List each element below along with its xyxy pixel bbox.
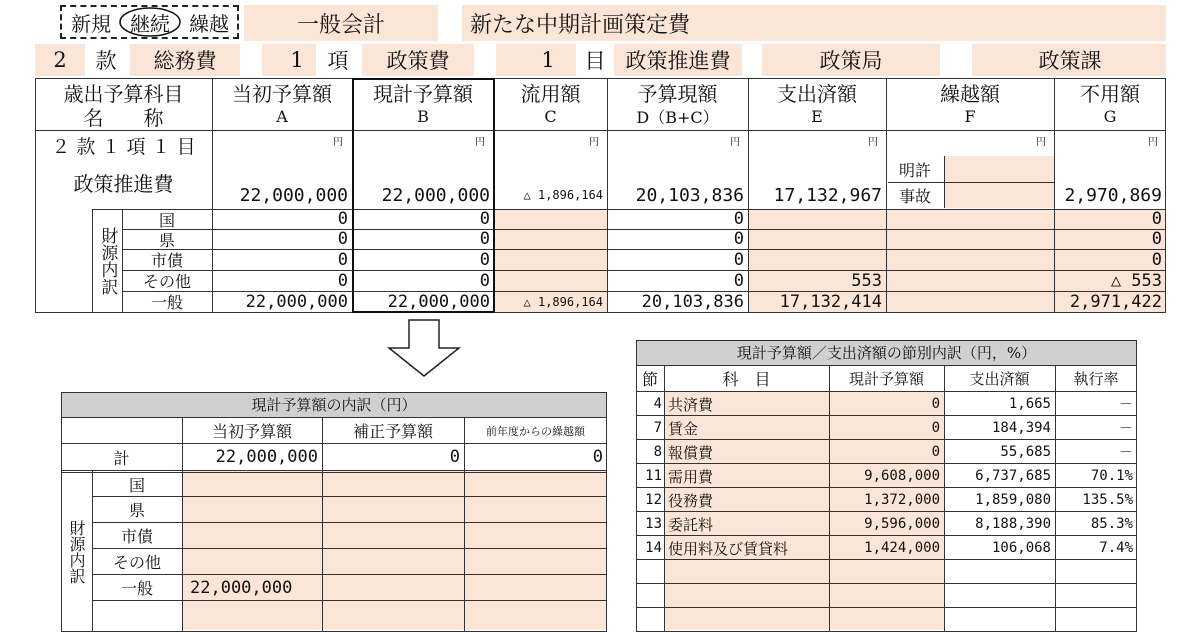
yen-unused: 円 <box>1148 137 1158 148</box>
main-initial: 22,000,000 <box>239 184 348 206</box>
type-carryover: 繰越 <box>189 11 229 36</box>
source-spent: 553 <box>851 270 882 291</box>
main-current: 22,000,000 <box>381 184 490 206</box>
bd-col-carry: 前年度からの繰越額 <box>486 424 585 438</box>
section-row-rate: － <box>1119 421 1133 437</box>
bd-source-initial <box>186 472 322 496</box>
selected-type-circle <box>118 6 182 38</box>
section-row-name: 役務費 <box>668 491 714 510</box>
breakdown-title: 現計予算額の内訳（円） <box>251 396 417 414</box>
hdr-diversion-bottom: C <box>544 106 557 126</box>
bd-source-name: 市債 <box>120 527 153 546</box>
source-initial: 0 <box>337 209 348 229</box>
hdr-item-bottom: 名 称 <box>83 105 164 128</box>
source-diversion <box>494 270 607 291</box>
section-row-no: 14 <box>645 540 662 556</box>
item-name: 政策推進費 <box>73 171 174 196</box>
main-unused: 2,970,869 <box>1064 184 1162 206</box>
sec-col-budget: 現計予算額 <box>848 370 924 388</box>
source-budget-now: 0 <box>733 229 744 249</box>
project-title: 新たな中期計画策定費 <box>470 12 691 38</box>
source-spent <box>748 229 886 249</box>
bureau: 政策局 <box>819 49 883 73</box>
section-row-rate: － <box>1119 397 1133 413</box>
hdr-initial-bottom: A <box>276 106 288 126</box>
section-row-rate: 135.5% <box>1082 492 1133 508</box>
source-diversion <box>494 249 607 270</box>
kou-label: 項 <box>327 49 349 73</box>
kan-no: 2 <box>53 48 67 72</box>
section-row-name: 賃金 <box>668 419 699 438</box>
division: 政策課 <box>1038 49 1102 73</box>
main-budget-now: 20,103,836 <box>635 184 744 206</box>
source-unused: 0 <box>1151 249 1162 270</box>
section-row-name: 共済費 <box>668 395 714 414</box>
source-initial: 0 <box>337 229 348 249</box>
source-name: 一般 <box>150 293 183 312</box>
bd-total-label: 計 <box>113 448 130 468</box>
section-row-spent: 184,394 <box>991 420 1051 436</box>
bd-source-name: その他 <box>112 553 161 572</box>
type-new: 新規 <box>71 11 111 36</box>
source-initial: 22,000,000 <box>245 291 348 312</box>
source-current: 0 <box>479 270 490 291</box>
section-row-budget: 0 <box>931 396 940 412</box>
bd-source-initial <box>186 549 322 574</box>
account-name: 一般会計 <box>296 12 385 38</box>
section-row-no: 13 <box>645 516 662 532</box>
section-row-budget: 9,608,000 <box>864 468 940 484</box>
down-arrow-icon <box>385 318 463 380</box>
source-current: 22,000,000 <box>387 291 490 312</box>
section-row-no: 7 <box>653 420 662 436</box>
main-diversion: △ 1,896,164 <box>523 188 603 202</box>
moku-name: 政策推進費 <box>625 49 731 73</box>
hdr-carry-top: 繰越額 <box>940 81 1000 104</box>
hdr-budget-now-top: 予算現額 <box>637 81 718 104</box>
source-unused: 2,971,422 <box>1069 291 1162 312</box>
moku-no: 1 <box>541 48 555 72</box>
source-spent: 17,132,414 <box>779 291 882 312</box>
bd-source-initial <box>186 523 322 548</box>
source-current: 0 <box>479 249 490 270</box>
source-current: 0 <box>479 229 490 249</box>
source-diversion <box>494 209 607 229</box>
hdr-diversion-top: 流用額 <box>520 81 581 104</box>
section-row-no: 4 <box>653 396 662 412</box>
hdr-initial-top: 当初予算額 <box>232 81 332 104</box>
carry-jiko-label: 事故 <box>898 186 931 206</box>
kan-label: 款 <box>95 49 117 73</box>
section-row-budget: 1,372,000 <box>864 492 940 508</box>
yen-diversion: 円 <box>589 137 599 148</box>
hdr-unused-top: 不用額 <box>1080 81 1140 104</box>
bd-source-name: 国 <box>128 475 145 495</box>
section-row-name: 報償費 <box>668 443 714 462</box>
section-row-budget: 0 <box>931 420 940 436</box>
source-unused: △ 553 <box>1110 270 1162 291</box>
source-budget-now: 20,103,836 <box>641 291 744 312</box>
source-unused: 0 <box>1151 229 1162 249</box>
source-initial: 0 <box>337 270 348 291</box>
source-initial: 0 <box>337 249 348 270</box>
hdr-budget-now-bottom: D（B+C） <box>636 107 719 127</box>
source-spent <box>748 209 886 229</box>
section-row-spent: 6,737,685 <box>975 468 1051 484</box>
bd-col-initial: 当初予算額 <box>211 422 292 441</box>
bd-source-label: 財源内訳 <box>67 520 86 584</box>
carry-meikyo-label: 明許 <box>898 160 931 180</box>
kou-name: 政策費 <box>386 49 450 73</box>
hdr-spent-top: 支出済額 <box>777 81 857 104</box>
section-row-budget: 1,424,000 <box>864 540 940 556</box>
section-row-no: 8 <box>653 444 662 460</box>
section-row-budget: 9,596,000 <box>864 516 940 532</box>
section-row-spent: 1,859,080 <box>975 492 1051 508</box>
hdr-carry-bottom: F <box>964 106 976 126</box>
yen-spent: 円 <box>868 137 878 148</box>
hdr-spent-bottom: E <box>811 106 823 126</box>
bd-source-initial <box>186 497 322 522</box>
section-row-spent: 1,665 <box>1008 396 1051 412</box>
sec-col-rate: 執行率 <box>1073 370 1119 388</box>
hdr-unused-bottom: G <box>1103 106 1117 126</box>
sec-col-name: 科 目 <box>722 370 771 389</box>
section-row-spent: 8,188,390 <box>975 516 1051 532</box>
main-spent: 17,132,967 <box>773 184 882 206</box>
hdr-item-top: 歳出予算科目 <box>63 81 184 104</box>
section-row-name: 委託料 <box>668 515 714 534</box>
bd-source-name: 県 <box>128 501 145 520</box>
hdr-current-top: 現計予算額 <box>373 81 473 104</box>
section-row-spent: 55,685 <box>1000 444 1051 460</box>
yen-initial: 円 <box>333 137 343 148</box>
kan-name: 総務費 <box>153 49 217 73</box>
source-name: その他 <box>142 272 191 291</box>
item-code: ２ 款 １ 項 １ 目 <box>51 135 196 158</box>
source-diversion <box>494 229 607 249</box>
section-row-rate: － <box>1119 445 1133 461</box>
section-row-rate: 7.4% <box>1099 540 1133 556</box>
section-row-name: 使用料及び賃貸料 <box>668 539 789 558</box>
section-row-budget: 0 <box>931 444 940 460</box>
bd-source-name: 一般 <box>120 579 153 598</box>
yen-budget-now: 円 <box>730 137 740 148</box>
bd-total-initial: 22,000,000 <box>215 447 318 467</box>
source-name: 市債 <box>150 251 183 270</box>
yen-current: 円 <box>475 137 485 148</box>
section-row-no: 12 <box>645 492 662 508</box>
source-budget-now: 0 <box>733 249 744 270</box>
hdr-current-bottom: B <box>417 106 429 126</box>
source-budget-now: 0 <box>733 209 744 229</box>
bd-source-initial: 22,000,000 <box>190 577 293 598</box>
source-spent <box>748 249 886 270</box>
source-budget-now: 0 <box>733 270 744 291</box>
source-diversion: △ 1,896,164 <box>523 294 603 309</box>
section-row-no: 11 <box>645 468 662 484</box>
bd-total-carry: 0 <box>592 447 603 467</box>
section-row-rate: 85.3% <box>1090 516 1133 532</box>
sections-title: 現計予算額／支出済額の節別内訳（円，%） <box>736 344 1037 362</box>
bd-total-supplement: 0 <box>449 447 460 467</box>
sec-col-no: 節 <box>641 370 658 389</box>
sec-col-spent: 支出済額 <box>969 370 1030 388</box>
source-label: 財源内訳 <box>97 227 118 295</box>
source-name: 県 <box>158 230 175 249</box>
source-current: 0 <box>479 209 490 229</box>
source-name: 国 <box>158 210 175 229</box>
section-row-name: 需用費 <box>668 467 714 486</box>
moku-label: 目 <box>584 49 606 73</box>
section-row-rate: 70.1% <box>1090 468 1133 484</box>
type-continuing: 継続 <box>130 11 170 36</box>
section-row-spent: 106,068 <box>991 540 1051 556</box>
source-unused: 0 <box>1151 209 1162 229</box>
kou-no: 1 <box>290 48 304 72</box>
yen-carry: 円 <box>1036 137 1046 148</box>
bd-col-supplement: 補正予算額 <box>352 422 433 441</box>
